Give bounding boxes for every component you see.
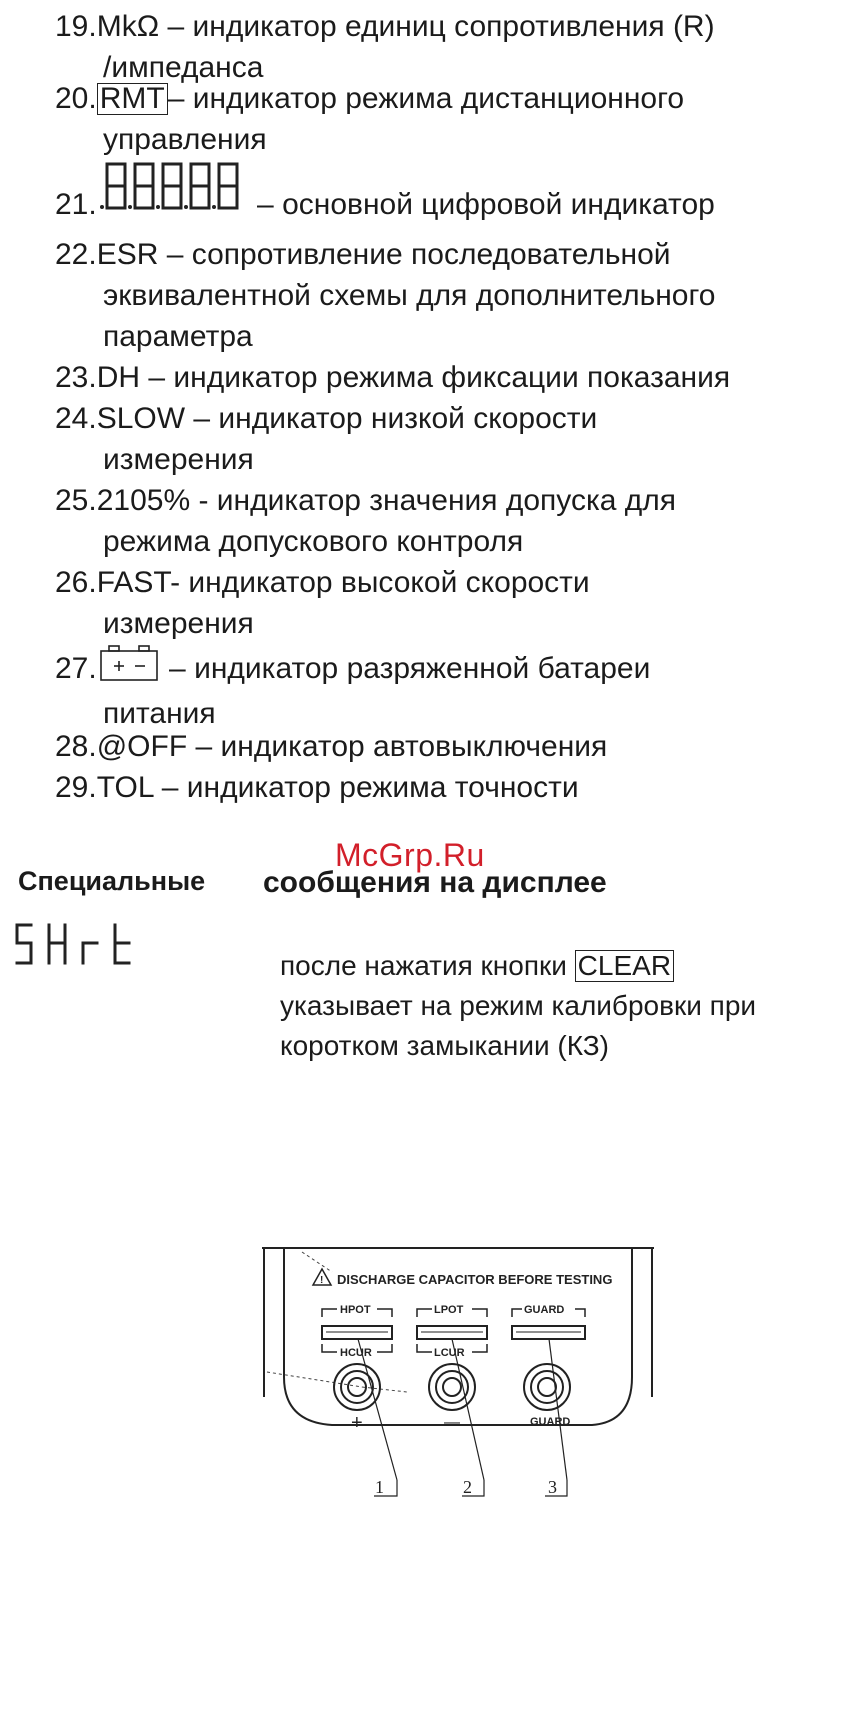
- desc-line-1: после нажатия кнопки CLEAR: [280, 946, 756, 986]
- item-text-continued: управления: [103, 123, 267, 156]
- item-number: 25.: [55, 484, 97, 517]
- list-item-24: [55, 398, 597, 480]
- item-text-continued: измерения: [103, 607, 254, 640]
- item-number: 19.: [55, 10, 97, 43]
- list-item-22: [55, 234, 715, 357]
- item-number: 24.: [55, 402, 97, 435]
- item-text: – индикатор режима дистанционного: [167, 82, 685, 115]
- list-item-27: [55, 644, 650, 734]
- list-item-28: [55, 726, 607, 767]
- plus-jack: [334, 1364, 380, 1410]
- terminal-panel-figure: [262, 1247, 682, 1542]
- list-item-23: [55, 357, 730, 398]
- list-item-19: [55, 6, 715, 88]
- item-text: 2105% - индикатор значения допуска для: [96, 484, 677, 517]
- item-text: @OFF – индикатор автовыключения: [96, 730, 608, 763]
- item-text: SLOW – индикатор низкой скорости: [96, 402, 598, 435]
- lcur-label: LCUR: [434, 1347, 465, 1359]
- minus-label: —: [444, 1414, 460, 1431]
- item-number: 29.: [55, 771, 97, 804]
- item-text-continued: /импеданса: [103, 51, 264, 84]
- item-number: 23.: [55, 361, 97, 394]
- clear-key-label: CLEAR: [575, 950, 674, 982]
- item-text: DH – индикатор режима фиксации показания: [96, 361, 731, 394]
- shrt-lcd-message-icon: [15, 922, 135, 973]
- warning-text: DISCHARGE CAPACITOR BEFORE TESTING: [337, 1272, 613, 1287]
- guard-jack: [524, 1364, 570, 1410]
- item-text-continued: параметра: [103, 320, 253, 353]
- item-number: 28.: [55, 730, 97, 763]
- hpot-label: HPOT: [340, 1304, 371, 1316]
- item-text-continued: режима допускового контроля: [103, 525, 524, 558]
- minus-jack: [429, 1364, 475, 1410]
- item-text-continued: эквивалентной схемы для дополнительного: [103, 279, 716, 312]
- item-number: 20.: [55, 82, 97, 115]
- plus-label: +: [351, 1412, 363, 1434]
- rmt-indicator-label: RMT: [97, 83, 168, 115]
- item-text-continued: измерения: [103, 443, 254, 476]
- hcur-label: HCUR: [340, 1347, 372, 1359]
- guard-bottom-label: GUARD: [530, 1416, 571, 1428]
- special-message-description: [280, 946, 756, 1066]
- item-number: 27.: [55, 652, 97, 685]
- callout-2: 2: [463, 1477, 472, 1497]
- special-messages-title-part2: сообщения на дисплее: [263, 866, 607, 899]
- list-item-20: [55, 78, 684, 160]
- lpot-label: LPOT: [434, 1304, 464, 1316]
- warning-triangle-icon: [313, 1269, 331, 1286]
- item-text: ESR – сопротивление последовательной: [96, 238, 671, 271]
- item-text: FAST- индикатор высокой скорости: [96, 566, 590, 599]
- guard-top-label: GUARD: [524, 1304, 565, 1316]
- list-item-26: [55, 562, 590, 644]
- seven-segment-display-icon: [99, 160, 247, 225]
- item-text: – основной цифровой индикатор: [248, 188, 715, 221]
- desc-line-3: коротком замыкании (КЗ): [280, 1030, 609, 1061]
- callout-1: 1: [375, 1477, 384, 1497]
- list-item-21: [55, 160, 715, 225]
- special-messages-title-part1: Специальные: [18, 866, 206, 896]
- low-battery-icon: [99, 644, 159, 693]
- item-text: MkΩ – индикатор единиц сопротивления (R): [96, 10, 715, 43]
- item-number: 21.: [55, 188, 97, 221]
- item-text: – индикатор разряженной батареи: [160, 652, 651, 685]
- list-item-29: [55, 767, 579, 808]
- item-number: 26.: [55, 566, 97, 599]
- callout-3: 3: [548, 1477, 557, 1497]
- item-text-continued: питания: [103, 697, 216, 730]
- list-item-25: [55, 480, 676, 562]
- desc-line-2: указывает на режим калибровки при: [280, 990, 757, 1021]
- watermark: McGrp.Ru: [335, 837, 485, 873]
- svg-text:!: !: [320, 1275, 324, 1286]
- item-number: 22.: [55, 238, 97, 271]
- item-text: TOL – индикатор режима точности: [96, 771, 579, 804]
